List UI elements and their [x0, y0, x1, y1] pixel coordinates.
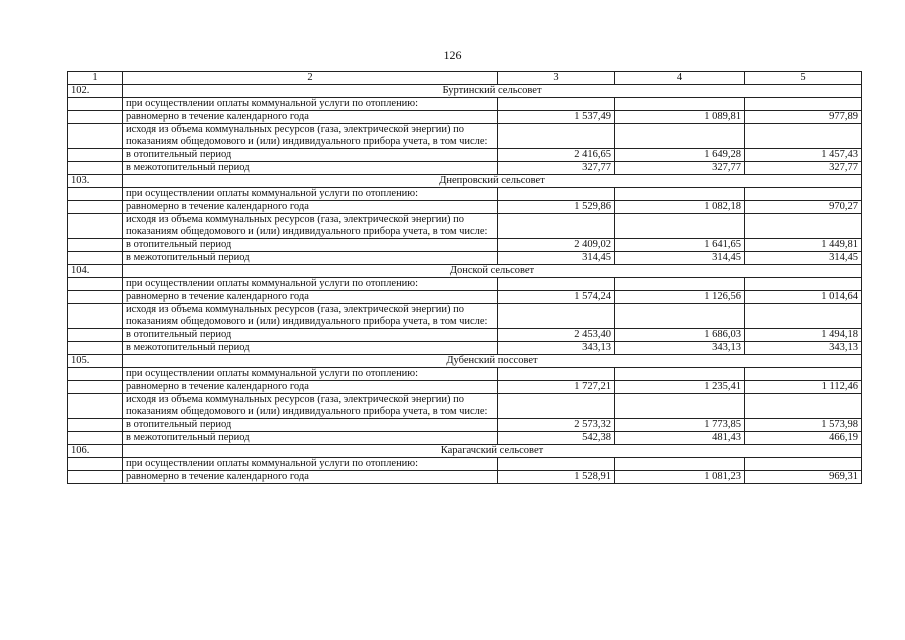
empty-cell [745, 458, 862, 471]
meter-heading-row [68, 214, 862, 239]
empty-cell [68, 252, 123, 265]
interheating-period-row [68, 342, 862, 355]
column-number: 5 [745, 72, 862, 85]
empty-cell [68, 162, 123, 175]
payment-heading-row [68, 458, 862, 471]
empty-cell [498, 124, 615, 149]
section-header-row [68, 355, 862, 368]
tariff-value-col5: 1 573,98 [745, 419, 862, 432]
row-label: равномерно в течение календарного года [123, 111, 498, 124]
empty-cell [745, 394, 862, 419]
tariff-value-col3: 1 727,21 [498, 381, 615, 394]
tariff-value-col5: 969,31 [745, 471, 862, 484]
row-label: в отопительный период [123, 329, 498, 342]
row-label: равномерно в течение календарного года [123, 201, 498, 214]
tariff-value-col4: 1 235,41 [615, 381, 745, 394]
interheating-period-row [68, 432, 862, 445]
empty-cell [615, 124, 745, 149]
tariff-value-col5: 1 014,64 [745, 291, 862, 304]
empty-cell [615, 394, 745, 419]
payment-heading-row [68, 188, 862, 201]
tariff-value-col4: 1 773,85 [615, 419, 745, 432]
tariff-value-col3: 314,45 [498, 252, 615, 265]
section-name: Карагачский сельсовет [123, 445, 862, 458]
meter-heading: исходя из объема коммунальных ресурсов (газа, электрической энергии) по показаниям общедомового и (или) индивидуального прибора учета, в том числе: [123, 394, 498, 419]
heating-period-row [68, 239, 862, 252]
tariff-value-col3: 1 574,24 [498, 291, 615, 304]
empty-cell [68, 124, 123, 149]
section-header-row [68, 445, 862, 458]
page-number: 126 [443, 48, 462, 62]
empty-cell [498, 394, 615, 419]
empty-cell [68, 342, 123, 355]
empty-cell [615, 458, 745, 471]
column-number: 2 [123, 72, 498, 85]
empty-cell [498, 278, 615, 291]
row-label: в отопительный период [123, 149, 498, 162]
tariff-value-col4: 481,43 [615, 432, 745, 445]
empty-cell [745, 98, 862, 111]
section-header-row [68, 85, 862, 98]
empty-cell [498, 304, 615, 329]
section-name: Днепровский сельсовет [123, 175, 862, 188]
section-header-row [68, 265, 862, 278]
row-label: в межотопительный период [123, 342, 498, 355]
uniform-row [68, 111, 862, 124]
tariff-value-col5: 1 457,43 [745, 149, 862, 162]
tariff-value-col4: 1 686,03 [615, 329, 745, 342]
payment-heading: при осуществлении оплаты коммунальной услуги по отоплению: [123, 278, 498, 291]
tariff-value-col3: 343,13 [498, 342, 615, 355]
section-header-row [68, 175, 862, 188]
meter-heading: исходя из объема коммунальных ресурсов (газа, электрической энергии) по показаниям общедомового и (или) индивидуального прибора учета, в том числе: [123, 214, 498, 239]
column-number: 4 [615, 72, 745, 85]
tariff-value-col4: 1 641,65 [615, 239, 745, 252]
section-name: Донской сельсовет [123, 265, 862, 278]
payment-heading-row [68, 368, 862, 381]
column-number: 3 [498, 72, 615, 85]
section-number: 104. [68, 265, 123, 278]
tariff-value-col5: 970,27 [745, 201, 862, 214]
interheating-period-row [68, 252, 862, 265]
row-label: в межотопительный период [123, 432, 498, 445]
empty-cell [68, 329, 123, 342]
uniform-row [68, 471, 862, 484]
empty-cell [68, 188, 123, 201]
empty-cell [498, 368, 615, 381]
tariff-value-col3: 1 528,91 [498, 471, 615, 484]
empty-cell [68, 149, 123, 162]
tariff-value-col5: 466,19 [745, 432, 862, 445]
empty-cell [498, 458, 615, 471]
tariff-value-col4: 1 649,28 [615, 149, 745, 162]
section-name: Дубенский поссовет [123, 355, 862, 368]
tariff-value-col5: 327,77 [745, 162, 862, 175]
row-label: равномерно в течение календарного года [123, 471, 498, 484]
empty-cell [68, 278, 123, 291]
meter-heading: исходя из объема коммунальных ресурсов (газа, электрической энергии) по показаниям общедомового и (или) индивидуального прибора учета, в том числе: [123, 124, 498, 149]
tariff-value-col3: 2 573,32 [498, 419, 615, 432]
tariff-value-col3: 2 409,02 [498, 239, 615, 252]
tariff-value-col3: 327,77 [498, 162, 615, 175]
tariff-value-col5: 1 449,81 [745, 239, 862, 252]
tariff-value-col4: 1 081,23 [615, 471, 745, 484]
meter-heading-row [68, 394, 862, 419]
tariff-value-col4: 343,13 [615, 342, 745, 355]
heating-period-row [68, 329, 862, 342]
empty-cell [615, 98, 745, 111]
section-number: 105. [68, 355, 123, 368]
empty-cell [68, 111, 123, 124]
empty-cell [68, 432, 123, 445]
tariff-value-col3: 542,38 [498, 432, 615, 445]
tariff-value-col4: 314,45 [615, 252, 745, 265]
payment-heading: при осуществлении оплаты коммунальной услуги по отоплению: [123, 98, 498, 111]
empty-cell [498, 188, 615, 201]
tariff-value-col5: 1 494,18 [745, 329, 862, 342]
meter-heading-row [68, 124, 862, 149]
row-label: равномерно в течение календарного года [123, 291, 498, 304]
payment-heading: при осуществлении оплаты коммунальной услуги по отоплению: [123, 368, 498, 381]
section-number: 102. [68, 85, 123, 98]
empty-cell [745, 188, 862, 201]
section-number: 103. [68, 175, 123, 188]
empty-cell [68, 381, 123, 394]
row-label: равномерно в течение календарного года [123, 381, 498, 394]
meter-heading-row [68, 304, 862, 329]
empty-cell [498, 214, 615, 239]
heating-period-row [68, 419, 862, 432]
tariff-value-col5: 1 112,46 [745, 381, 862, 394]
section-number: 106. [68, 445, 123, 458]
tariff-value-col3: 2 416,65 [498, 149, 615, 162]
tariff-value-col5: 977,89 [745, 111, 862, 124]
uniform-row [68, 201, 862, 214]
meter-heading: исходя из объема коммунальных ресурсов (газа, электрической энергии) по показаниям общедомового и (или) индивидуального прибора учета, в том числе: [123, 304, 498, 329]
tariff-value-col3: 1 529,86 [498, 201, 615, 214]
payment-heading-row [68, 278, 862, 291]
payment-heading: при осуществлении оплаты коммунальной услуги по отоплению: [123, 458, 498, 471]
empty-cell [745, 278, 862, 291]
payment-heading: при осуществлении оплаты коммунальной услуги по отоплению: [123, 188, 498, 201]
interheating-period-row [68, 162, 862, 175]
empty-cell [745, 304, 862, 329]
empty-cell [68, 98, 123, 111]
tariff-value-col4: 1 126,56 [615, 291, 745, 304]
empty-cell [615, 188, 745, 201]
heating-period-row [68, 149, 862, 162]
empty-cell [745, 368, 862, 381]
row-label: в межотопительный период [123, 252, 498, 265]
tariff-value-col4: 327,77 [615, 162, 745, 175]
tariff-value-col4: 1 082,18 [615, 201, 745, 214]
uniform-row [68, 381, 862, 394]
section-name: Буртинский сельсовет [123, 85, 862, 98]
tariff-value-col5: 314,45 [745, 252, 862, 265]
empty-cell [615, 368, 745, 381]
empty-cell [745, 214, 862, 239]
empty-cell [68, 291, 123, 304]
tariff-value-col5: 343,13 [745, 342, 862, 355]
tariff-value-col3: 2 453,40 [498, 329, 615, 342]
row-label: в отопительный период [123, 419, 498, 432]
payment-heading-row [68, 98, 862, 111]
row-label: в отопительный период [123, 239, 498, 252]
uniform-row [68, 291, 862, 304]
empty-cell [615, 304, 745, 329]
column-number-row [68, 72, 862, 85]
empty-cell [68, 394, 123, 419]
tariff-value-col4: 1 089,81 [615, 111, 745, 124]
empty-cell [615, 278, 745, 291]
empty-cell [615, 214, 745, 239]
tariff-value-col3: 1 537,49 [498, 111, 615, 124]
empty-cell [68, 304, 123, 329]
tariff-table [67, 71, 862, 484]
empty-cell [68, 214, 123, 239]
empty-cell [68, 201, 123, 214]
empty-cell [498, 98, 615, 111]
empty-cell [68, 458, 123, 471]
row-label: в межотопительный период [123, 162, 498, 175]
empty-cell [68, 368, 123, 381]
empty-cell [68, 239, 123, 252]
empty-cell [68, 471, 123, 484]
empty-cell [745, 124, 862, 149]
column-number: 1 [68, 72, 123, 85]
empty-cell [68, 419, 123, 432]
